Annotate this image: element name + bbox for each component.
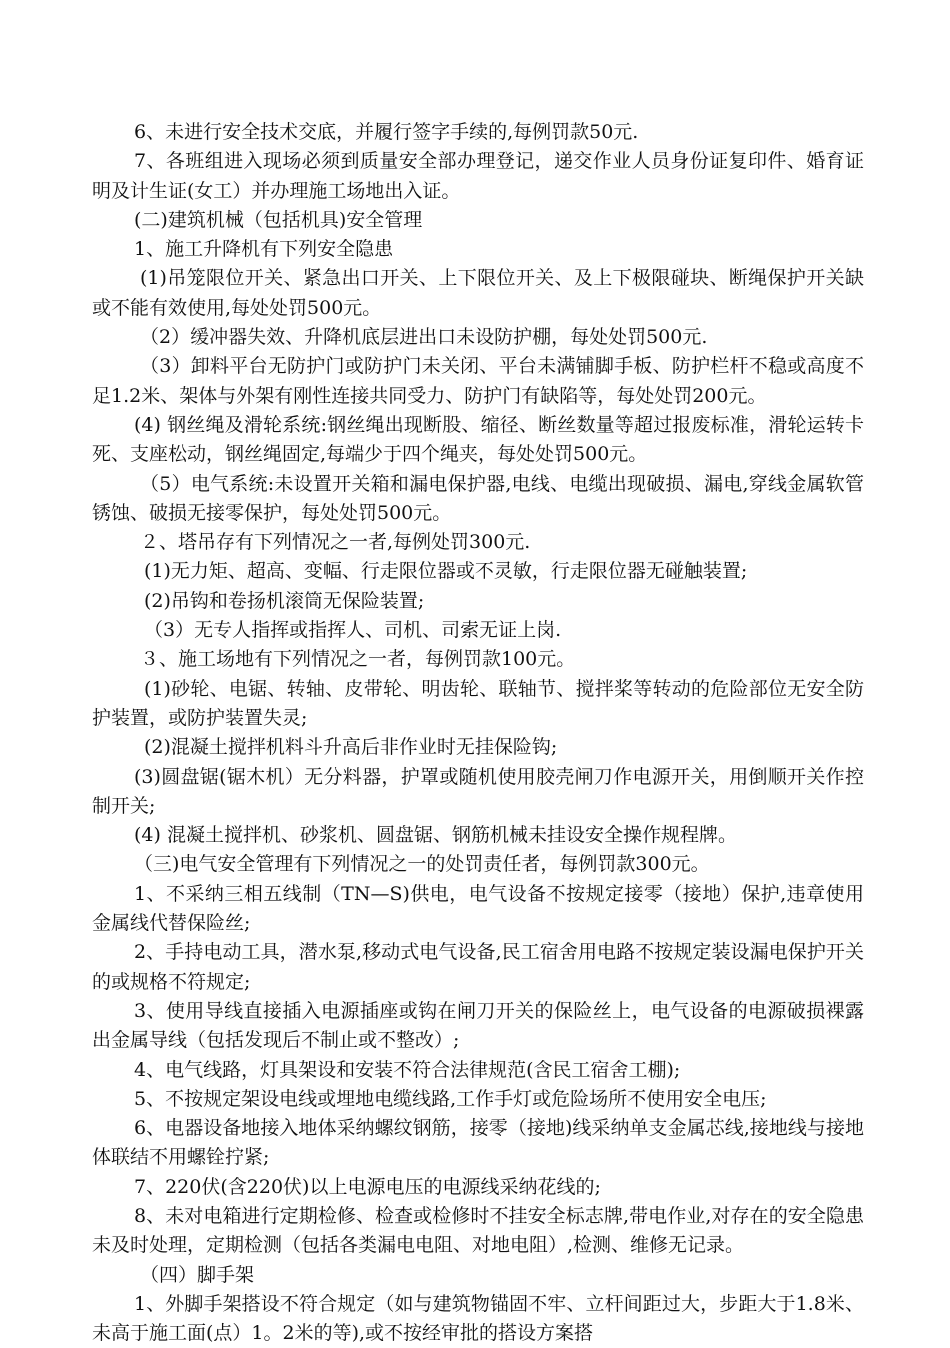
paragraph-09: （5）电气系统:未设置开关箱和漏电保护器,电线、电缆出现破损、漏电,穿线金属软管锈蚀、破损无接零保护，每处处罚500元。 [92, 472, 864, 524]
paragraph-05: (1)吊笼限位开关、紧急出口开关、上下限位开关、及上下极限碰块、断绳保护开关缺或不能有效使用,每处处罚500元。 [92, 267, 864, 319]
paragraph-26: 7、220伏(含220伏)以上电源电压的电源线采纳花线的; [134, 1175, 601, 1198]
paragraph-21: 2、手持电动工具，潜水泵,移动式电气设备,民工宿舍用电路不按规定装设漏电保护开关的或规格不符规定; [92, 941, 864, 993]
paragraph-25: 6、电器设备地接入地体采纳螺纹钢筋，接零（接地)线采纳单支金属芯线,接地线与接地体联结不用螺铨拧紧; [92, 1117, 864, 1169]
paragraph-23: 4、电气线路，灯具架设和安装不符合法律规范(含民工宿舍工棚); [134, 1058, 681, 1081]
paragraph-04: 1、施工升降机有下列安全隐患 [134, 238, 394, 261]
paragraph-02: 7、各班组进入现场必须到质量安全部办理登记，递交作业人员身份证复印件、婚育证明及计生证(女工）并办理施工场地出入证。 [92, 150, 864, 202]
paragraph-17: (3)圆盘锯(锯木机）无分料器，护罩或随机使用胶壳闸刀作电源开关，用倒顺开关作控制开关; [92, 765, 864, 817]
paragraph-16: (2)混凝土搅拌机料斗升高后非作业时无挂保险钩; [144, 736, 558, 759]
paragraph-06: （2）缓冲器失效、升降机底层进出口未设防护棚，每处处罚500元. [140, 326, 708, 349]
paragraph-11: (1)无力矩、超高、变幅、行走限位器或不灵敏，行走限位器无碰触装置; [144, 560, 748, 583]
paragraph-27: 8、未对电箱进行定期检修、检查或检修时不挂安全标志牌,带电作业,对存在的安全隐患未及时处理，定期检测（包括各类漏电电阻、对地电阻）,检测、维修无记录。 [92, 1204, 864, 1257]
paragraph-07: （3）卸料平台无防护门或防护门未关闭、平台未满铺脚手板、防护栏杆不稳或高度不足1.2米、架体与外架有刚性连接共同受力、防护门有缺陷等，每处处罚200元。 [92, 355, 864, 407]
paragraph-15: (1)砂轮、电锯、转轴、皮带轮、明齿轮、联轴节、搅拌桨等转动的危险部位无安全防护装置，或防护装置失灵; [92, 677, 864, 729]
section-heading-machinery: (二)建筑机械（包括机具)安全管理 [134, 208, 423, 231]
paragraph-12: (2)吊钩和卷扬机滚筒无保险装置; [144, 589, 425, 612]
section-heading-electrical: （三)电气安全管理有下列情况之一的处罚责任者，每例罚款300元。 [134, 853, 710, 876]
paragraph-20: 1、不采纳三相五线制（TN—S)供电，电气设备不按规定接零（接地）保护,违章使用金属线代替保险丝; [92, 882, 864, 935]
document-page [92, 118, 864, 1348]
paragraph-01: 6、未进行安全技术交底，并履行签字手续的,每例罚款50元. [134, 121, 639, 143]
paragraph-29: 1、外脚手架搭设不符合规定（如与建筑物锚固不牢、立杆间距过大，步距大于1.8米、未高于施工面(点）1。2米的等),或不按经审批的搭设方案搭 [92, 1292, 864, 1345]
paragraph-18: (4) 混凝土搅拌机、砂浆机、圆盘锯、钢筋机械未挂设安全操作规程牌。 [134, 824, 737, 847]
paragraph-08: (4) 钢丝绳及滑轮系统:钢丝绳出现断股、缩径、断丝数量等超过报废标准，滑轮运转卡死、支座松动，钢丝绳固定,每端少于四个绳夹，每处处罚500元。 [92, 413, 864, 466]
paragraph-13: （3）无专人指挥或指挥人、司机、司索无证上岗. [144, 619, 562, 642]
paragraph-22: 3、使用导线直接插入电源插座或钩在闸刀开关的保险丝上，电气设备的电源破损裸露出金属导线（包括发现后不制止或不整改）; [92, 999, 864, 1052]
paragraph-14: ３、施工场地有下列情况之一者，每例罚款100元。 [140, 648, 576, 671]
paragraph-24: 5、不按规定架设电线或埋地电缆线路,工作手灯或危险场所不使用安全电压; [134, 1087, 767, 1110]
section-heading-scaffold: （四）脚手架 [140, 1263, 255, 1286]
paragraph-10: ２、塔吊存有下列情况之一者,每例处罚300元. [140, 531, 531, 554]
